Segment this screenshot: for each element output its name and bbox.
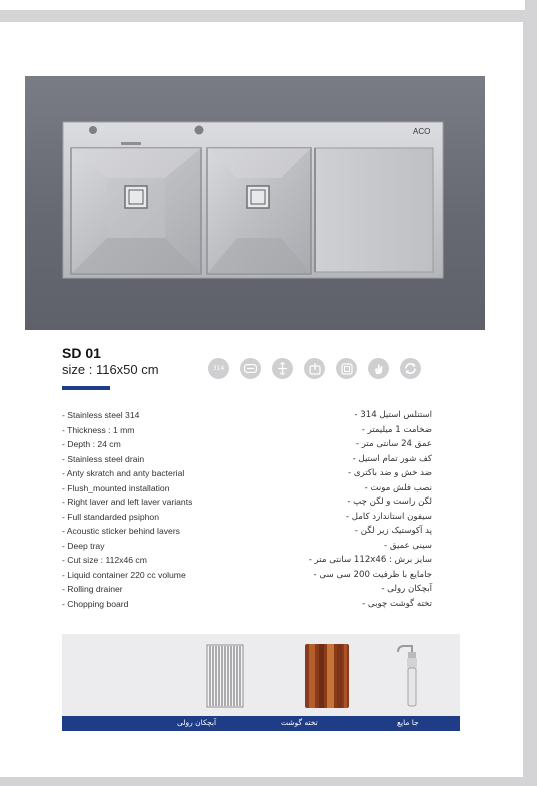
reversible-icon [400,358,421,379]
chopping-board-image [305,644,349,708]
tap-hole [195,126,204,135]
feature-item: - Thickness : 1 mm [62,424,135,435]
sink-illustration [25,76,485,330]
feature-item-fa: تخته گوشت چوبی - [362,598,432,609]
feature-icon-row [208,358,421,379]
feature-item: - Liquid container 220 cc volume [62,569,186,580]
catalog-page [0,22,523,777]
feature-item-fa: جامایع با ظرفیت 200 سی سی - [313,569,432,580]
previous-page-edge [0,0,526,10]
feature-item-fa: پد آکوستیک زیر لگن - [354,526,432,536]
features-list-persian [309,408,432,611]
rolling-drainer-image [206,644,244,708]
feature-item-fa: سیفون استاندارد کامل - [345,511,432,522]
liquid-container-image [390,644,430,708]
feature-item-fa: استنلس استیل 314 - [354,410,432,420]
feature-item-fa: عمق 24 سانتی متر - [355,439,432,449]
accent-divider [62,386,110,390]
sound-insulation-icon [336,358,357,379]
feature-item: - Flush_mounted installation [62,482,170,493]
feature-item: - Acoustic sticker behind lavers [62,526,180,536]
accessory-label-board: تخته گوشت [281,718,318,727]
feature-item-fa: لگن راست و لگن چپ - [347,497,432,507]
product-photo [25,76,485,330]
feature-item-fa: کف شور تمام استیل - [352,453,432,464]
feature-item: - Chopping board [62,598,129,609]
feature-item-fa: سینی عمیق - [384,540,432,551]
feature-item: - Rolling drainer [62,584,123,594]
feature-item: - Stainless steel 314 [62,410,140,420]
feature-item: - Cut size : 112x46 cm [62,555,147,565]
flush-mount-icon [304,358,325,379]
feature-item-fa: ضد خش و ضد باکتری - [348,468,432,478]
accessories-panel [62,634,460,716]
hand-icon [368,358,389,379]
feature-item-fa: نصب فلش مونت - [364,482,432,493]
feature-item-fa: آبچکان رولی - [381,584,432,594]
feature-item: - Full standarded psiphon [62,511,159,522]
feature-item: - Depth : 24 cm [62,439,121,449]
feature-item: - Right laver and left laver variants [62,497,193,507]
drain-board [315,148,433,272]
feature-item: - Anty skratch and anty bacterial [62,468,185,478]
product-size: size : 116x50 cm [62,362,159,377]
feature-item-fa: ضخامت 1 میلیمتر - [361,424,432,435]
right-drain [247,186,269,208]
features-list-english [62,408,192,611]
accessory-label-drainer: آبچکان رولی [177,718,217,727]
steel-314-icon: 314 [208,358,229,379]
feature-item-fa: سایز برش : 112x46 سانتی متر - [308,555,432,565]
brand-logo: ACO [413,127,431,136]
drain-icon [240,358,261,379]
accessory-label-container: جا مایع [397,718,419,727]
depth-icon [272,358,293,379]
feature-item: - Deep tray [62,540,105,551]
left-drain [125,186,147,208]
feature-item: - Stainless steel drain [62,453,145,464]
model-name: SD 01 [62,345,101,361]
tap-hole [89,126,97,134]
